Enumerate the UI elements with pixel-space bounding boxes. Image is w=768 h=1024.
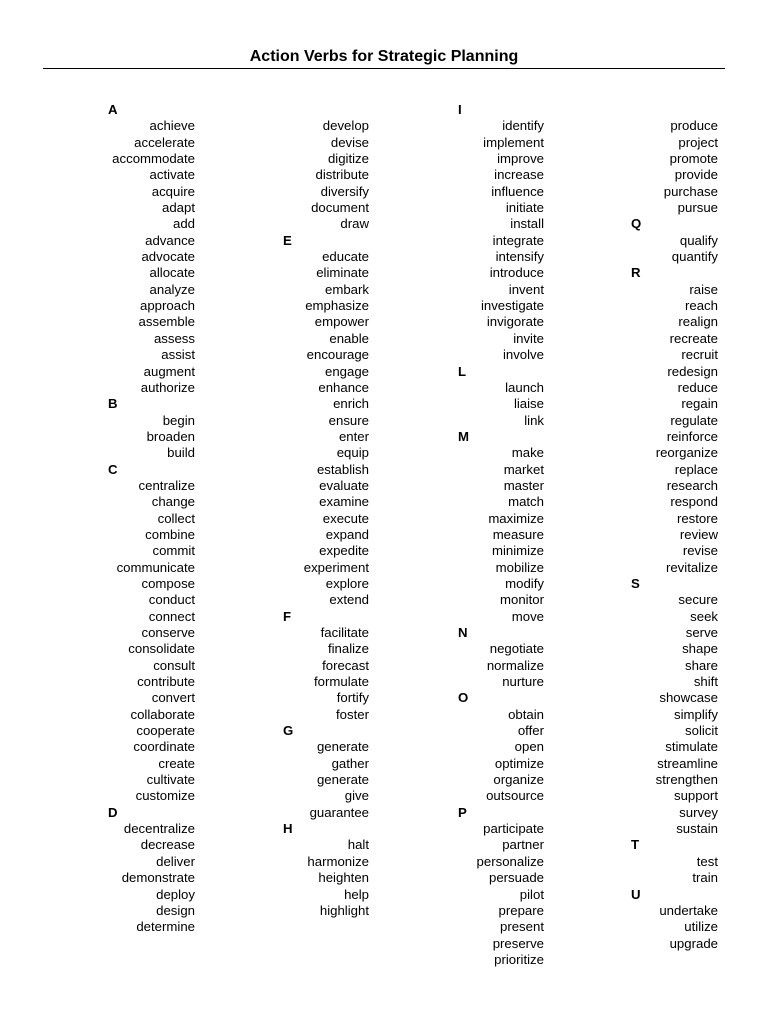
action-verb: gather	[331, 755, 369, 771]
action-verb: identify	[502, 118, 544, 134]
action-verb: experiment	[303, 559, 369, 575]
action-verb: intensify	[495, 249, 544, 265]
action-verb: expedite	[319, 543, 369, 559]
action-verb: master	[503, 477, 544, 493]
action-verb: change	[151, 494, 195, 510]
action-verb: decentralize	[123, 821, 195, 837]
action-verb: invent	[508, 281, 544, 297]
action-verb: build	[167, 445, 195, 461]
action-verb: survey	[679, 804, 718, 820]
action-verb: augment	[143, 363, 195, 379]
action-verb: streamline	[657, 755, 718, 771]
action-verb: advance	[145, 232, 195, 248]
action-verb: present	[500, 919, 544, 935]
action-verb: provide	[674, 167, 718, 183]
action-verb: promote	[669, 151, 718, 167]
action-verb: showcase	[659, 690, 718, 706]
action-verb: involve	[502, 347, 544, 363]
action-verb: stimulate	[665, 739, 718, 755]
action-verb: approach	[140, 298, 195, 314]
action-verb: finalize	[327, 641, 369, 657]
action-verb: invigorate	[486, 314, 544, 330]
section-letter-heading: G	[283, 723, 294, 739]
action-verb: enhance	[318, 379, 369, 395]
action-verb: examine	[319, 494, 369, 510]
action-verb: organize	[493, 772, 544, 788]
action-verb: respond	[670, 494, 718, 510]
action-verb: combine	[145, 526, 195, 542]
action-verb: liaise	[513, 396, 544, 412]
action-verb: monitor	[500, 592, 544, 608]
section-letter-heading: N	[458, 625, 468, 640]
action-verb: shape	[682, 641, 718, 657]
action-verb: match	[508, 494, 544, 510]
section-letter-heading: U	[631, 886, 641, 902]
action-verb: upgrade	[669, 935, 718, 951]
action-verb: engage	[324, 363, 369, 379]
action-verb: begin	[162, 412, 195, 428]
action-verb: accelerate	[134, 134, 195, 150]
action-verb: create	[158, 755, 195, 771]
verb-column-3	[458, 102, 544, 968]
action-verb: cooperate	[136, 723, 195, 739]
action-verb: establish	[316, 461, 369, 477]
action-verb: digitize	[327, 151, 369, 167]
action-verb: contribute	[137, 674, 195, 690]
action-verb: adapt	[161, 200, 195, 216]
action-verb: customize	[135, 788, 195, 804]
title-divider	[43, 68, 725, 69]
action-verb: restore	[676, 510, 718, 526]
action-verb: mobilize	[495, 559, 544, 575]
action-verb: fortify	[336, 690, 369, 706]
action-verb: help	[344, 886, 369, 902]
action-verb: explore	[325, 575, 369, 591]
action-verb: introduce	[489, 265, 544, 281]
action-verb: obtain	[508, 706, 544, 722]
action-verb: prioritize	[494, 951, 544, 967]
section-letter-heading: D	[108, 804, 118, 820]
action-verb: optimize	[494, 755, 544, 771]
action-verb: accommodate	[112, 151, 195, 167]
action-verb: guarantee	[309, 804, 369, 820]
action-verb: regulate	[670, 412, 718, 428]
blank-row	[631, 102, 718, 118]
action-verb: activate	[149, 167, 195, 183]
blank-row	[283, 102, 369, 118]
section-letter-heading: Q	[631, 216, 642, 232]
action-verb: authorize	[140, 379, 195, 395]
action-verb: collaborate	[130, 706, 195, 722]
action-verb: deploy	[156, 886, 195, 902]
action-verb: evaluate	[319, 477, 369, 493]
action-verb: reinforce	[666, 428, 718, 444]
verb-column-4	[631, 102, 718, 952]
action-verb: regain	[681, 396, 718, 412]
action-verb: simplify	[674, 706, 718, 722]
action-verb: support	[674, 788, 718, 804]
action-verb: assess	[153, 330, 195, 346]
action-verb: acquire	[151, 183, 195, 199]
action-verb: normalize	[486, 657, 544, 673]
section-letter-heading: A	[108, 102, 118, 117]
action-verb: quantify	[671, 249, 718, 265]
action-verb: train	[692, 870, 718, 886]
page-title: Action Verbs for Strategic Planning	[249, 48, 519, 65]
action-verb: revise	[682, 543, 718, 559]
section-letter-heading: M	[458, 428, 469, 444]
action-verb: serve	[685, 625, 718, 640]
verb-column-2	[283, 102, 369, 919]
action-verb: minimize	[491, 543, 544, 559]
action-verb: review	[679, 526, 718, 542]
action-verb: enable	[329, 330, 369, 346]
action-verb: generate	[316, 772, 369, 788]
action-verb: install	[510, 216, 544, 232]
action-verb: move	[511, 608, 544, 624]
action-verb: compose	[141, 575, 195, 591]
action-verb: seek	[690, 608, 718, 624]
action-verb: empower	[314, 314, 369, 330]
verb-column-1	[108, 102, 195, 936]
action-verb: coordinate	[133, 739, 195, 755]
action-verb: recreate	[669, 330, 718, 346]
action-verb: analyze	[149, 281, 195, 297]
action-verb: redesign	[667, 363, 718, 379]
action-verb: draw	[340, 216, 369, 232]
action-verb: decrease	[140, 837, 195, 853]
action-verb: diversify	[320, 183, 369, 199]
action-verb: purchase	[663, 183, 718, 199]
action-verb: halt	[347, 837, 369, 853]
action-verb: assist	[161, 347, 195, 363]
action-verb: make	[511, 445, 544, 461]
action-verb: embark	[325, 281, 369, 297]
action-verb: cultivate	[146, 772, 195, 788]
action-verb: reach	[685, 298, 718, 314]
action-verb: expand	[325, 526, 369, 542]
action-verb: increase	[494, 167, 544, 183]
action-verb: convert	[151, 690, 195, 706]
action-verb: design	[156, 902, 195, 918]
action-verb: eliminate	[316, 265, 369, 281]
action-verb: highlight	[319, 902, 369, 918]
action-verb: educate	[322, 249, 369, 265]
action-verb: encourage	[306, 347, 369, 363]
action-verb: measure	[492, 526, 544, 542]
action-verb: harmonize	[307, 853, 369, 869]
action-verb: generate	[316, 739, 369, 755]
action-verb: consolidate	[128, 641, 195, 657]
section-letter-heading: O	[458, 690, 469, 706]
action-verb: determine	[136, 919, 195, 935]
action-verb: revitalize	[665, 559, 718, 575]
action-verb: solicit	[685, 723, 718, 739]
action-verb: persuade	[489, 870, 544, 886]
section-letter-heading: I	[458, 102, 462, 117]
action-verb: share	[685, 657, 718, 673]
action-verb: formulate	[314, 674, 369, 690]
action-verb: centralize	[138, 477, 195, 493]
action-verb: add	[172, 216, 195, 232]
action-verb: document	[311, 200, 369, 216]
action-verb: communicate	[116, 559, 195, 575]
action-verb: launch	[505, 379, 544, 395]
action-verb: collect	[157, 510, 195, 526]
action-verb: preserve	[492, 935, 544, 951]
action-verb: strengthen	[655, 772, 718, 788]
action-verb: modify	[505, 575, 544, 591]
section-letter-heading: C	[108, 461, 118, 477]
action-verb: research	[666, 477, 718, 493]
action-verb: implement	[483, 134, 544, 150]
action-verb: achieve	[149, 118, 195, 134]
section-letter-heading: L	[458, 363, 467, 379]
action-verb: personalize	[476, 853, 544, 869]
action-verb: foster	[336, 706, 369, 722]
action-verb: integrate	[492, 232, 544, 248]
section-letter-heading: B	[108, 396, 118, 412]
action-verb: prepare	[498, 902, 544, 918]
action-verb: realign	[678, 314, 718, 330]
action-verb: market	[503, 461, 544, 477]
section-letter-heading: F	[283, 608, 292, 624]
action-verb: link	[524, 412, 544, 428]
action-verb: develop	[322, 118, 369, 134]
action-verb: qualify	[679, 232, 718, 248]
section-letter-heading: R	[631, 265, 641, 281]
action-verb: replace	[674, 461, 718, 477]
action-verb: give	[344, 788, 369, 804]
action-verb: broaden	[146, 428, 195, 444]
action-verb: consult	[153, 657, 195, 673]
action-verb: demonstrate	[121, 870, 195, 886]
action-verb: enter	[338, 428, 369, 444]
action-verb: execute	[322, 510, 369, 526]
action-verb: pursue	[677, 200, 718, 216]
action-verb: conduct	[148, 592, 195, 608]
action-verb: nurture	[502, 674, 544, 690]
action-verb: connect	[148, 608, 195, 624]
action-verb: pilot	[519, 886, 544, 902]
action-verb: reorganize	[655, 445, 718, 461]
action-verb: facilitate	[320, 625, 369, 640]
action-verb: undertake	[659, 902, 718, 918]
action-verb: commit	[152, 543, 195, 559]
action-verb: enrich	[333, 396, 369, 412]
action-verb: allocate	[149, 265, 195, 281]
action-verb: equip	[336, 445, 369, 461]
action-verb: project	[678, 134, 718, 150]
action-verb: recruit	[681, 347, 718, 363]
action-verb: improve	[497, 151, 544, 167]
action-verb: participate	[483, 821, 544, 837]
action-verb: secure	[678, 592, 718, 608]
action-verb: test	[696, 853, 718, 869]
action-verb: advocate	[141, 249, 195, 265]
section-letter-heading: H	[283, 821, 293, 837]
section-letter-heading: S	[631, 575, 640, 591]
action-verb: forecast	[322, 657, 369, 673]
action-verb: sustain	[676, 821, 718, 837]
action-verb: produce	[670, 118, 718, 134]
action-verb: emphasize	[305, 298, 369, 314]
action-verb: influence	[491, 183, 544, 199]
section-letter-heading: E	[283, 232, 292, 248]
action-verb: initiate	[505, 200, 544, 216]
action-verb: heighten	[318, 870, 369, 886]
action-verb: investigate	[480, 298, 544, 314]
action-verb: deliver	[156, 853, 195, 869]
action-verb: assemble	[138, 314, 195, 330]
action-verb: partner	[502, 837, 544, 853]
action-verb: invite	[513, 330, 544, 346]
action-verb: conserve	[141, 625, 195, 640]
action-verb: extend	[329, 592, 369, 608]
action-verb: utilize	[684, 919, 718, 935]
action-verb: ensure	[328, 412, 369, 428]
action-verb: maximize	[488, 510, 544, 526]
action-verb: shift	[693, 674, 718, 690]
section-letter-heading: T	[631, 837, 640, 853]
action-verb: reduce	[677, 379, 718, 395]
action-verb: distribute	[315, 167, 369, 183]
action-verb: negotiate	[489, 641, 544, 657]
section-letter-heading: P	[458, 804, 467, 820]
action-verb: outsource	[486, 788, 544, 804]
action-verb: offer	[517, 723, 544, 739]
action-verb: raise	[689, 281, 718, 297]
action-verb: open	[514, 739, 544, 755]
action-verb: devise	[330, 134, 369, 150]
